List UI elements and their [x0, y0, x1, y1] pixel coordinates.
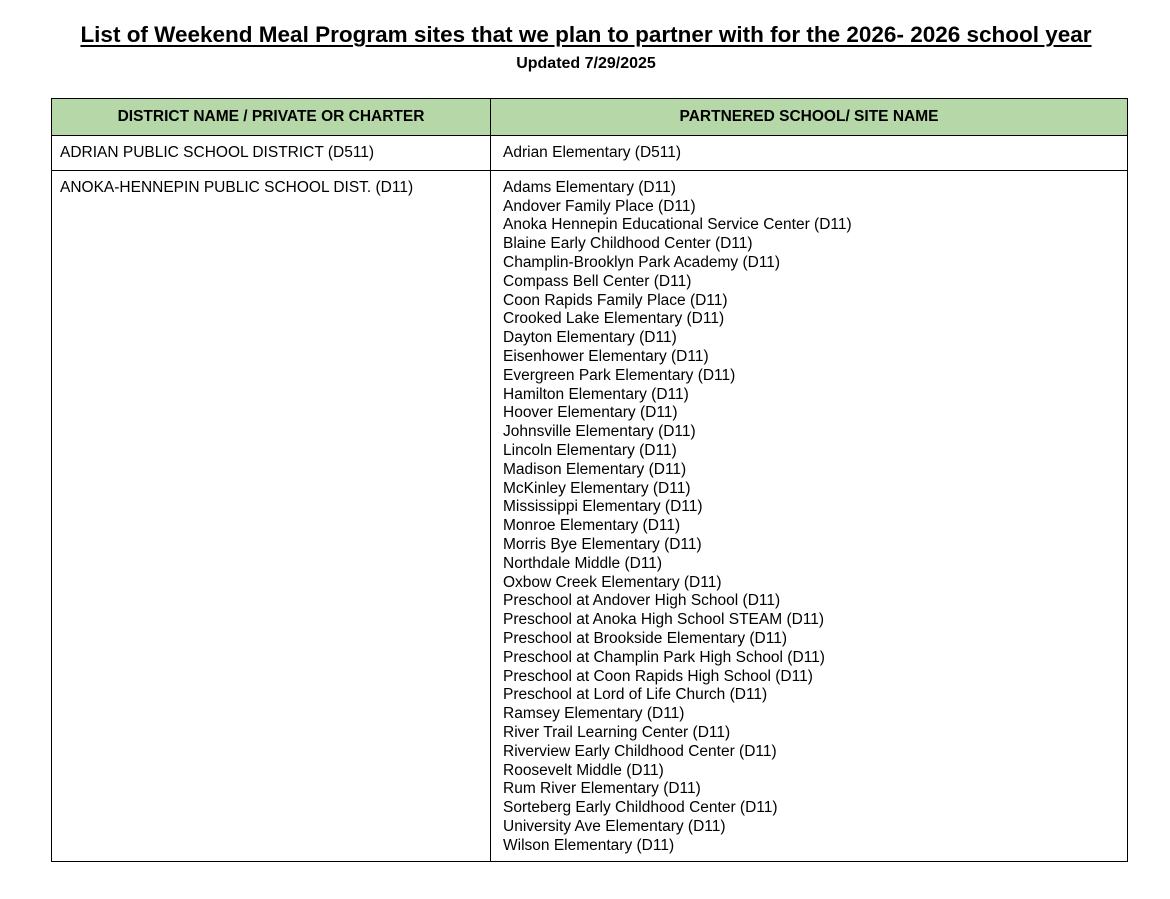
sites-table: [51, 98, 1128, 862]
site-name: River Trail Learning Center (D11): [503, 723, 731, 741]
table-row: [52, 170, 1128, 862]
site-name: Eisenhower Elementary (D11): [503, 347, 709, 365]
site-name: Hamilton Elementary (D11): [503, 385, 689, 403]
site-name: Preschool at Champlin Park High School (D11): [503, 648, 825, 666]
table-header-row: [52, 99, 1128, 136]
site-name: Champlin-Brooklyn Park Academy (D11): [503, 253, 781, 271]
site-name: Sorteberg Early Childhood Center (D11): [503, 799, 778, 817]
site-name: Preschool at Coon Rapids High School (D11): [503, 667, 813, 685]
site-list-cell: [491, 136, 1128, 171]
site-name: University Ave Elementary (D11): [503, 817, 726, 835]
site-name: Rum River Elementary (D11): [503, 780, 701, 798]
site-name: Preschool at Lord of Life Church (D11): [503, 686, 768, 704]
site-name: Mississippi Elementary (D11): [503, 498, 703, 516]
site-name: Morris Bye Elementary (D11): [503, 535, 702, 553]
table-row: [52, 136, 1128, 171]
site-name: Blaine Early Childhood Center (D11): [503, 235, 753, 253]
site-name: Ramsey Elementary (D11): [503, 705, 685, 723]
district-cell: ANOKA-HENNEPIN PUBLIC SCHOOL DIST. (D11): [52, 170, 491, 862]
site-name: Johnsville Elementary (D11): [503, 423, 696, 441]
site-name: Hoover Elementary (D11): [503, 404, 678, 422]
site-name: Madison Elementary (D11): [503, 460, 687, 478]
site-name: Lincoln Elementary (D11): [503, 441, 677, 459]
site-name: Wilson Elementary (D11): [503, 836, 675, 854]
column-header-site: PARTNERED SCHOOL/ SITE NAME: [491, 99, 1128, 136]
site-name: Northdale Middle (D11): [503, 554, 663, 572]
site-name: Oxbow Creek Elementary (D11): [503, 573, 722, 591]
updated-date: Updated 7/29/2025: [516, 55, 656, 72]
document-title: List of Weekend Meal Program sites that we plan to partner with for the 2026- 2026 school year: [80, 22, 1092, 47]
site-name: Monroe Elementary (D11): [503, 517, 681, 535]
site-name: Anoka Hennepin Educational Service Center (D11): [503, 216, 852, 234]
site-name: McKinley Elementary (D11): [503, 479, 691, 497]
site-name: Preschool at Anoka High School STEAM (D11): [503, 611, 825, 629]
site-name: Dayton Elementary (D11): [503, 329, 677, 347]
site-list-cell: [491, 170, 1128, 862]
site-name: Roosevelt Middle (D11): [503, 761, 664, 779]
site-name: Compass Bell Center (D11): [503, 272, 692, 290]
site-name: Riverview Early Childhood Center (D11): [503, 742, 777, 760]
site-name: Preschool at Andover High School (D11): [503, 592, 781, 610]
site-name: Preschool at Brookside Elementary (D11): [503, 629, 788, 647]
site-name: Coon Rapids Family Place (D11): [503, 291, 728, 309]
site-name: Andover Family Place (D11): [503, 197, 696, 215]
district-cell: ADRIAN PUBLIC SCHOOL DISTRICT (D511): [52, 136, 491, 171]
column-header-district: DISTRICT NAME / PRIVATE OR CHARTER: [52, 99, 491, 136]
site-name: Adams Elementary (D11): [503, 178, 676, 196]
site-name: Adrian Elementary (D511): [503, 144, 682, 161]
site-name: Evergreen Park Elementary (D11): [503, 366, 736, 384]
site-name: Crooked Lake Elementary (D11): [503, 310, 725, 328]
